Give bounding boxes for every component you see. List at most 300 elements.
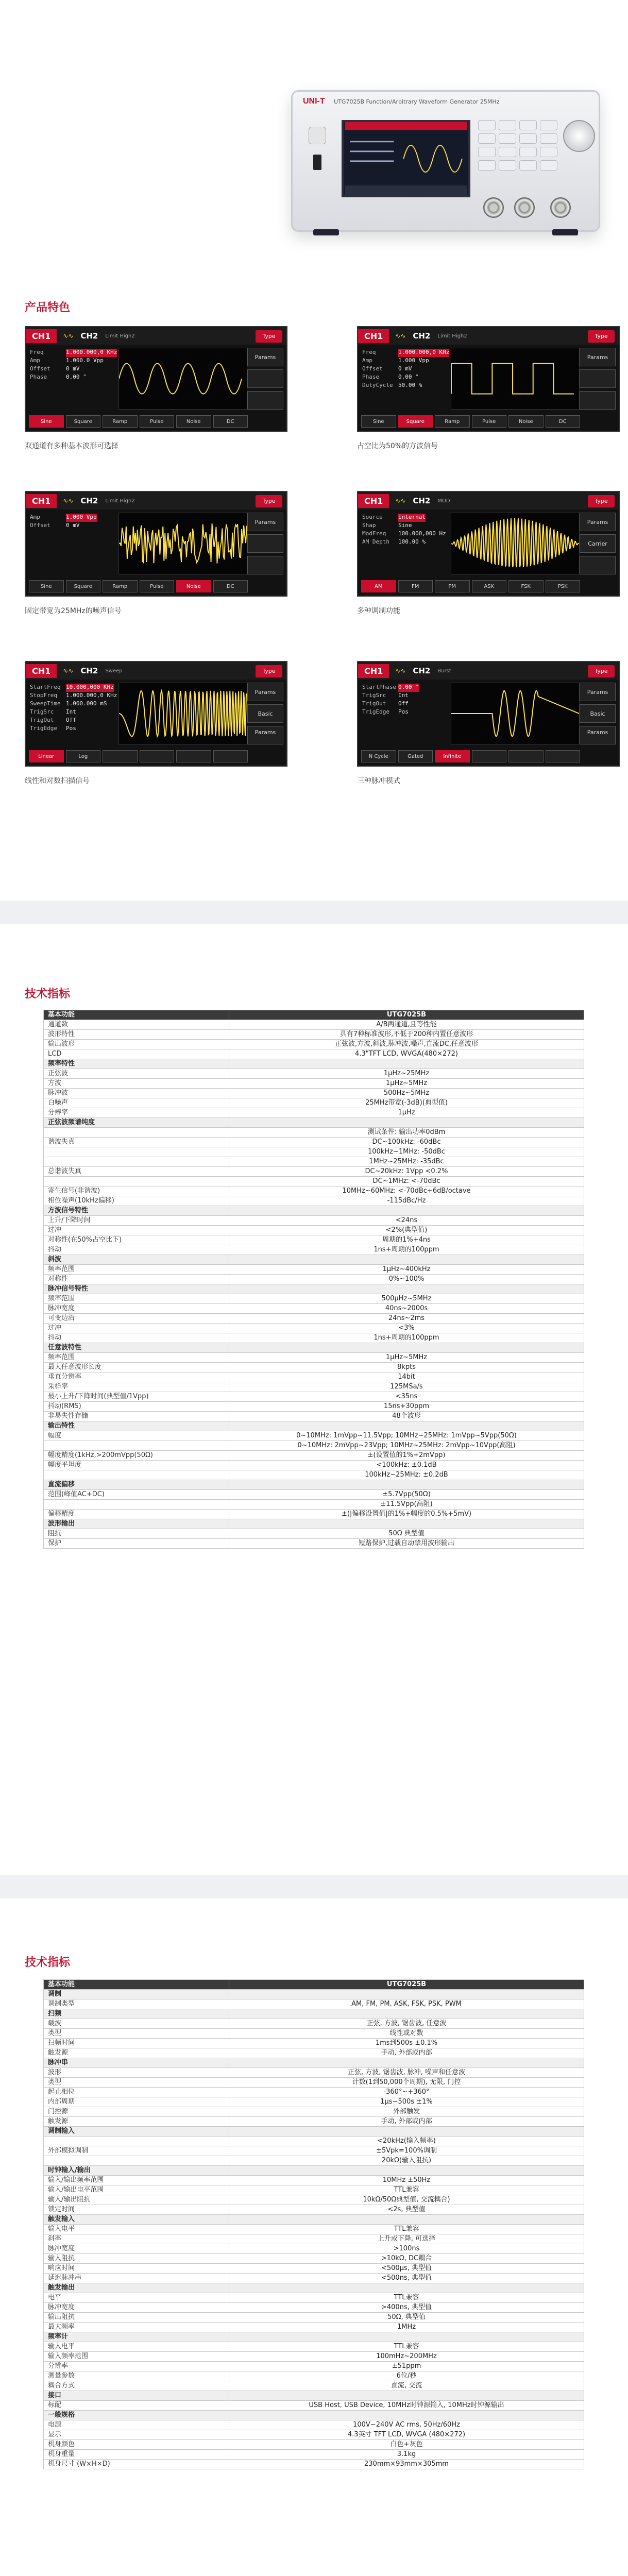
softkey-button[interactable] [103, 750, 138, 762]
softkey-button[interactable] [472, 750, 507, 762]
param-row [30, 692, 117, 700]
spec-key [44, 1128, 229, 1138]
softkey-button[interactable]: AM [361, 580, 396, 592]
spec-key: 偏移精度 [44, 1510, 229, 1519]
spec-value [229, 2283, 584, 2293]
spec-key: 输入频率范围 [44, 2352, 229, 2362]
side-menu-item[interactable] [247, 369, 283, 388]
spec-key: 输入电平 [44, 2225, 229, 2234]
param-row [362, 365, 450, 374]
param-row [362, 684, 450, 692]
softkey-button[interactable]: PM [435, 580, 470, 592]
waveform-trace [119, 364, 242, 394]
softkey-button[interactable]: Ramp [435, 415, 470, 428]
spec-key: 机身尺寸 (W×H×D) [44, 2460, 229, 2469]
spec-key: 内部周期 [44, 2097, 229, 2107]
softkey-button[interactable]: Log [66, 750, 101, 762]
softkey-button[interactable]: Square [398, 415, 433, 428]
generator-foot [313, 229, 339, 235]
softkey-bar [29, 415, 248, 428]
brand-logo: UNI-T [303, 97, 325, 106]
spec-key: 输入/输出频率范围 [44, 2176, 229, 2185]
param-list [30, 684, 117, 733]
header-mode: Sweep [105, 668, 123, 674]
param-key: TrigSrc [362, 692, 386, 699]
side-menu [247, 348, 283, 413]
header-mode: Limit High2 [437, 333, 467, 339]
hero-section [0, 0, 628, 309]
screen-header [358, 327, 619, 345]
spec-key: 机身颜色 [44, 2440, 229, 2450]
param-row [362, 349, 450, 357]
feature-caption: 固定带宽为25MHz的噪声信号 [25, 607, 122, 615]
param-key: TrigOut [362, 700, 386, 707]
param-row [362, 708, 450, 717]
spec-value: >400ns, 典型值 [229, 2303, 584, 2313]
param-row [362, 382, 450, 390]
spec-value [229, 2411, 584, 2420]
table-row [44, 1089, 584, 1098]
table-row [44, 1216, 584, 1226]
param-value: 0 mV [66, 522, 80, 529]
table-row [44, 2401, 584, 2411]
spec-value [229, 2215, 584, 2225]
param-key: DutyCycle [362, 382, 393, 388]
spec-key: 波形输出 [44, 1519, 229, 1529]
table-row [44, 1314, 584, 1324]
spec-value: 0~10MHz: 1mVpp~11.5Vpp; 10MHz~25MHz: 1mVpp~5Vpp(50Ω) [229, 1431, 584, 1441]
table-row [44, 2137, 584, 2146]
table-row [44, 1265, 584, 1275]
table-row [44, 1461, 584, 1470]
side-menu-item[interactable]: Carrier [580, 534, 616, 553]
softkey-button[interactable]: Noise [508, 415, 544, 428]
ch2-label: CH2 [80, 331, 98, 341]
spec-value: -115dBc/Hz [229, 1196, 584, 1206]
table-row [44, 1539, 584, 1549]
param-key: StartFreq [30, 684, 61, 690]
spec-value: <20kHz(输入频率) [229, 2137, 584, 2146]
param-row [362, 522, 450, 530]
spec-key: 上升/下降时间 [44, 1216, 229, 1226]
table-row [44, 1040, 584, 1049]
table-row [44, 1343, 584, 1353]
spec-key: 耦合方式 [44, 2381, 229, 2391]
spec-key: 脉冲宽度 [44, 1304, 229, 1314]
softkey-button[interactable]: Ramp [103, 580, 138, 592]
table-row [44, 2381, 584, 2391]
side-menu-item[interactable] [247, 391, 283, 410]
table-row [44, 1245, 584, 1255]
table-row [44, 2166, 584, 2176]
table-row [44, 1294, 584, 1304]
spec-key: 输入/输出阻抗 [44, 2195, 229, 2205]
softkey-button[interactable]: FSK [508, 580, 544, 592]
side-menu-item[interactable]: Params [247, 348, 283, 366]
spec-key: 范围(峰值AC+DC) [44, 1490, 229, 1500]
spec-value: <2s, 典型值 [229, 2205, 584, 2215]
ch2-label: CH2 [80, 496, 98, 505]
spec-value: 10MHz~60MHz: <-70dBc+6dB/octave [229, 1187, 584, 1196]
table-row [44, 2371, 584, 2381]
spec-key: 扫频 [44, 2009, 229, 2019]
spec-value: 100mHz~200MHz [229, 2352, 584, 2362]
param-key: Amp [362, 357, 372, 364]
param-value: 1.000.0 Vpp [66, 357, 104, 364]
softkey-button[interactable] [213, 750, 248, 762]
param-key: SweepTime [30, 700, 61, 707]
feature-screenshot [357, 661, 620, 767]
table-row [44, 1510, 584, 1519]
ch2-label: CH2 [413, 496, 431, 505]
param-list [362, 514, 450, 547]
side-menu [247, 683, 283, 748]
softkey-button[interactable]: Pulse [472, 415, 507, 428]
param-key: Freq [30, 349, 44, 355]
spec-key: 抖动 [44, 1333, 229, 1343]
spec-value: 1μHz~25MHz [229, 1069, 584, 1079]
softkey-button[interactable]: Sine [29, 580, 64, 592]
spec-key: 脉冲宽度 [44, 2303, 229, 2313]
table-header-row [44, 1980, 584, 1990]
table-row [44, 2264, 584, 2274]
spec-value [229, 1343, 584, 1353]
spec-value: 正弦, 方波, 锯齿波, 任意波 [229, 2019, 584, 2029]
param-row [30, 684, 117, 692]
power-button [309, 127, 326, 144]
param-list [30, 349, 117, 382]
param-key: Freq [362, 349, 376, 355]
spec-key: 时钟输入/输出 [44, 2166, 229, 2176]
table-row [44, 2048, 584, 2058]
spec-value: 测试条件: 输出功率0dBm [229, 1128, 584, 1138]
side-menu-item[interactable]: Params [247, 683, 283, 701]
table-row [44, 1255, 584, 1265]
param-key: ModFreq [362, 530, 386, 537]
param-list [362, 349, 450, 390]
spec-value [229, 1421, 584, 1431]
spec-key: 总谐波失真 [44, 1167, 229, 1177]
param-value: 0.00 ° [66, 374, 87, 380]
spec-value [229, 2332, 584, 2342]
softkey-button[interactable] [176, 750, 211, 762]
table-row [44, 1500, 584, 1510]
spec-value: USB Host, USB Device, 10MHz时钟源输入, 10MHz时钟源输出 [229, 2401, 584, 2411]
spec-value: ±(|偏移设置值|的1%+幅度的0.5%+5mV) [229, 1510, 584, 1519]
bnc-connector [514, 197, 535, 218]
spec-key: 寄生信号(非谐波) [44, 1187, 229, 1196]
spec-key: 对称性(在50%占空比下) [44, 1235, 229, 1245]
softkey-button[interactable]: Square [66, 415, 101, 428]
param-key: AM Depth [362, 538, 389, 545]
spec-key: 过冲 [44, 1324, 229, 1333]
param-value: 0.00 ° [398, 374, 419, 380]
param-row [30, 522, 117, 530]
spec-key: 波形 [44, 2068, 229, 2078]
softkey-button[interactable]: Pulse [140, 415, 175, 428]
spec-value: TTL兼容 [229, 2225, 584, 2234]
spec-value: ±(设置值的1%+2mVpp) [229, 1451, 584, 1461]
param-key: Offset [30, 522, 50, 529]
param-value: 1.000.000,0 KHz [398, 349, 449, 357]
spec-key: 方波信号特性 [44, 1206, 229, 1216]
screen-waveform [344, 122, 468, 195]
side-menu [580, 348, 616, 413]
spec-key: 幅度 [44, 1431, 229, 1441]
spec-value: 1MHz~25MHz: -35dBc [229, 1157, 584, 1167]
spec-key: 波形特性 [44, 1030, 229, 1040]
param-key: Offset [362, 365, 383, 372]
table-row [44, 1304, 584, 1314]
spec-key: 垂直分辨率 [44, 1372, 229, 1382]
spec-key: 输出波形 [44, 1040, 229, 1049]
type-button[interactable]: Type [256, 495, 282, 507]
waveform-display [118, 348, 247, 410]
ch1-label: CH1 [26, 494, 57, 508]
spec-value: 上升或下降, 可选择 [229, 2234, 584, 2244]
table-row [44, 2450, 584, 2460]
param-row [30, 357, 117, 365]
spec-key: 调制输入 [44, 2127, 229, 2137]
table-row [44, 1431, 584, 1441]
feature-screenshot [25, 326, 287, 432]
spec-key: 抖动(RMS) [44, 1402, 229, 1412]
spec-key: 触发源 [44, 2048, 229, 2058]
param-row [362, 374, 450, 382]
param-value: Off [66, 717, 76, 723]
ch1-wave-icon: ∿∿ [395, 332, 406, 340]
table-row [44, 1529, 584, 1539]
spec-value: 外部触发 [229, 2107, 584, 2117]
spec-value: 0~10MHz: 2mVpp~23Vpp; 10MHz~25MHz: 2mVpp~10Vpp(高阻) [229, 1441, 584, 1451]
feature-caption: 多种调制功能 [357, 607, 400, 615]
spec-value [229, 1284, 584, 1294]
param-value: Pos [66, 725, 76, 732]
softkey-button[interactable]: Linear [29, 750, 64, 762]
side-menu-item[interactable]: Basic Params [580, 704, 616, 723]
softkey-button[interactable]: Noise [176, 415, 211, 428]
param-value: Sine [398, 522, 412, 529]
spec-value: 4.3"TFT LCD, WVGA(480×272) [229, 1049, 584, 1059]
param-key: Phase [362, 374, 380, 380]
spec-value [229, 1206, 584, 1216]
spec-value: TTL兼容 [229, 2293, 584, 2303]
param-value: 0.00 ° [398, 684, 419, 692]
spec-table-2 [43, 1979, 584, 2469]
softkey-button[interactable]: Infinite [435, 750, 470, 762]
spec-value: 1ns+周期的100ppm [229, 1333, 584, 1343]
spec-key [44, 1177, 229, 1187]
table-row [44, 2274, 584, 2283]
param-key: Offset [30, 365, 50, 372]
spec-key: 直流偏移 [44, 1480, 229, 1490]
spec-value: 线性或对数 [229, 2029, 584, 2039]
screen-header [358, 492, 619, 510]
param-row [362, 357, 450, 365]
ch2-label: CH2 [80, 666, 98, 675]
table-row [44, 1382, 584, 1392]
spec-value: 100kHz~25MHz: ±0.2dB [229, 1470, 584, 1480]
spec-key: 标配 [44, 2401, 229, 2411]
side-menu-item[interactable] [580, 556, 616, 574]
side-menu-item[interactable]: Params [580, 683, 616, 701]
param-key: TrigEdge [362, 708, 389, 715]
ch2-label: CH2 [413, 331, 431, 341]
spec-key: 响应时间 [44, 2264, 229, 2274]
spec-value: TTL兼容 [229, 2185, 584, 2195]
param-row [362, 514, 450, 522]
spec-key: 幅度精度(1kHz,>200mVpp(50Ω) [44, 1451, 229, 1461]
type-button[interactable]: Type [588, 495, 615, 507]
softkey-button[interactable]: Noise [176, 580, 211, 592]
side-menu-item[interactable]: Params [580, 348, 616, 366]
ch1-label: CH1 [358, 494, 389, 508]
spec-value: 4.3英寸 TFT LCD, WVGA (480×272) [229, 2430, 584, 2440]
table-row [44, 1284, 584, 1294]
spec-key [44, 1147, 229, 1157]
softkey-button[interactable] [508, 750, 544, 762]
spec-key: 抖动 [44, 1245, 229, 1255]
type-button[interactable]: Type [588, 665, 615, 677]
table-row [44, 1235, 584, 1245]
table-row [44, 2303, 584, 2313]
spec-key: 斜波 [44, 1255, 229, 1265]
softkey-button[interactable]: Ramp [103, 415, 138, 428]
spec-key [44, 1470, 229, 1480]
spec-key: 调制类型 [44, 1999, 229, 2009]
side-menu-item[interactable]: Params [247, 513, 283, 531]
spec-value: DC~100kHz: -60dBc [229, 1138, 584, 1147]
softkey-button[interactable]: DC [546, 415, 581, 428]
spec-value: 40ns~2000s [229, 1304, 584, 1314]
spec-key: 延迟脉冲串 [44, 2274, 229, 2283]
type-button[interactable]: Type [588, 330, 615, 343]
softkey-button[interactable]: FM [398, 580, 433, 592]
table-row [44, 1059, 584, 1069]
softkey-bar [29, 750, 248, 762]
softkey-button[interactable]: DC [213, 415, 248, 428]
param-key: StopFreq [30, 692, 57, 699]
spec-value: A/B两通道,且等性能 [229, 1020, 584, 1030]
table-row [44, 1451, 584, 1461]
table-header-cell: UTG7025B [229, 1980, 584, 1990]
spec-key: 采样率 [44, 1382, 229, 1392]
table-row [44, 2323, 584, 2332]
spec-table-1 [43, 1010, 584, 1549]
softkey-button[interactable]: Pulse [140, 580, 175, 592]
screen-header [26, 662, 286, 680]
spec-value [229, 1990, 584, 1999]
side-menu-item[interactable]: Params [580, 513, 616, 531]
param-key: Amp [30, 357, 40, 364]
spec-value: 0%~100% [229, 1275, 584, 1284]
table-row [44, 1030, 584, 1040]
spec-key: 触发输出 [44, 2283, 229, 2293]
spec-value: 计数(1到50,000个周期), 无限, 门控 [229, 2078, 584, 2088]
side-menu-item[interactable] [247, 534, 283, 553]
param-row [362, 538, 450, 547]
param-key: StartPhase [362, 684, 397, 690]
table-row [44, 2117, 584, 2127]
spec-value: AM, FM, PM, ASK, FSK, PSK, PWM [229, 1999, 584, 2009]
side-menu-item[interactable] [580, 391, 616, 410]
softkey-button[interactable] [140, 750, 175, 762]
table-row [44, 1049, 584, 1059]
param-value: 1.000 Vpp [398, 357, 429, 364]
features-title: 产品特色 [25, 301, 71, 314]
softkey-button[interactable]: Sine [29, 415, 64, 428]
spec-value: 1μHz~400kHz [229, 1265, 584, 1275]
spec-value: -360°~+360° [229, 2088, 584, 2097]
spec-key: 分辨率 [44, 1108, 229, 1118]
spec-value [229, 2166, 584, 2176]
param-key: Source [362, 514, 383, 520]
type-button[interactable]: Type [256, 330, 282, 343]
table-row [44, 1275, 584, 1284]
table-row [44, 1118, 584, 1128]
table-row [44, 2283, 584, 2293]
table-header-cell: UTG7025B [229, 1010, 584, 1020]
spec-key: 脉冲宽度 [44, 2244, 229, 2254]
table-row [44, 2019, 584, 2029]
softkey-button[interactable]: Square [66, 580, 101, 592]
param-value: 1.000.000 mS [66, 700, 107, 707]
spec-key: LCD [44, 1049, 229, 1059]
table-header-cell: 基本功能 [44, 1980, 229, 1990]
ch1-wave-icon: ∿∿ [63, 332, 74, 340]
softkey-button[interactable]: DC [213, 580, 248, 592]
spec-key: 阻抗 [44, 1529, 229, 1539]
table-row [44, 2234, 584, 2244]
spec-value: <35ns [229, 1392, 584, 1402]
side-menu [580, 683, 616, 748]
side-menu-item[interactable]: Basic Params [247, 704, 283, 723]
spec-key [44, 1441, 229, 1451]
spec-key: 类型 [44, 2078, 229, 2088]
param-value: Off [398, 700, 409, 707]
spec-value: 10kΩ/50Ω典型值, 交流耦合) [229, 2195, 584, 2205]
param-list [362, 684, 450, 717]
table-row [44, 2420, 584, 2430]
table-row [44, 1196, 584, 1206]
spec-value [229, 2009, 584, 2019]
table-row [44, 2362, 584, 2371]
param-value: 100.000,000 Hz [398, 530, 446, 537]
softkey-button[interactable]: PSK [546, 580, 581, 592]
table-row [44, 1079, 584, 1089]
softkey-button[interactable]: Gated [398, 750, 433, 762]
table-row [44, 2225, 584, 2234]
side-menu-item[interactable] [580, 369, 616, 388]
table-row [44, 2430, 584, 2440]
softkey-button[interactable]: ASK [472, 580, 507, 592]
spec-value: 25MHz带宽(-3dB)(典型值) [229, 1098, 584, 1108]
spec-key: 正弦波 [44, 1069, 229, 1079]
softkey-button[interactable] [546, 750, 581, 762]
param-row [30, 349, 117, 357]
side-menu-item[interactable] [247, 556, 283, 574]
param-row [362, 692, 450, 700]
screen-header [26, 492, 286, 510]
type-button[interactable]: Type [256, 665, 282, 677]
spec-key: 分辨率 [44, 2362, 229, 2371]
ch1-wave-icon: ∿∿ [63, 667, 74, 674]
softkey-button[interactable]: N Cycle [361, 750, 396, 762]
feature-screenshot [357, 326, 620, 432]
softkey-button[interactable]: Sine [361, 415, 396, 428]
spec-value [229, 1118, 584, 1128]
table-row [44, 2244, 584, 2254]
